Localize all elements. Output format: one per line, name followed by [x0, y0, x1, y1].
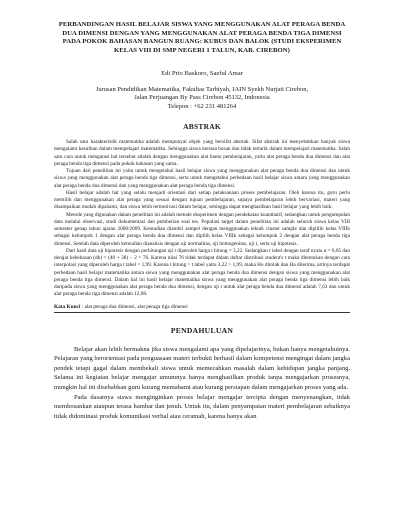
- abstract-heading: ABSTRAK: [183, 122, 221, 132]
- introduction-heading: PENDAHULUAN: [170, 325, 234, 335]
- abstract-paragraph: Metode yang digunakan dalam penelitian ini adalah metode eksperimen dengan pendekatan kuantitatif, sedangkan untuk pengumpulan data melalui observasi, studi dokumentasi dan pemberian soal tes. Populasi target dalam penelitian ini adalah seluruh siswa kelas VIII semester genap tahun ajaran 2008/2009. Kemudian diambil sampel dengan menggunakan teknik cluster sample dan diplilih kelas VIIIb sebagai kelompok 1 dengan alat peraga benda dua dimensi dan dipilih kelas VIIIk sebagai kelompok 2 dengan alat peraga benda tiga dimensi. Setelah data diperoleh kemudian dianalisis dengan uji normalitas, uji homogenitas, uji t, serta uji hipotesis.: [54, 211, 350, 247]
- affiliation-line: Jalan Perjuangan By Pass Cirebon 45132, Indonesia: [134, 94, 270, 102]
- keywords-label: Kata Kunci: [54, 303, 81, 310]
- introduction-paragraph: Pada dasarnya siswa menginginkan proses belajar mengajar tercipta dengan menyenangkan, tidak membosankan ataupun terasa hambar dan jenuh. Untuk itu, dalam penyampaian materi pembelajaran sebaiknya tidak didominasi produk komunikasi verbal atau ceramah, karena hanya akan: [54, 393, 350, 420]
- abstract-paragraph: Tujuan dari penelitian ini yaitu untuk mengetahui hasil belajar siswa yang menggunakan alat peraga benda dua dimensi dan untuk siswa yang menggunakan alat peraga benda tiga dimensi, serta untuk mengetahui perbedaan hasil belajar siswa antara yang menggunakan alat peraga benda dua dimensi dan yang menggunakan alat peraga benda tiga dimensi.: [54, 168, 350, 189]
- paper-title: PERBANDINGAN HASIL BELAJAR SISWA YANG MENGGUNAKAN ALAT PERAGA BENDA DUA DIMENSI DENGAN YANG MENGGUNAKAN ALAT PERAGA BENDA TIGA DIMENSI PADA POKOK BAHASAN BANGUN RUANG: KUBUS DAN BALOK (STUDI EKSPERIMEN KELAS VIII DI SMP NEGERI 1 TALUN, KAB. CIREBON): [58, 21, 346, 55]
- affiliation-line: Telepon : +62 231 481264: [167, 102, 237, 110]
- keywords-divider: [54, 312, 350, 313]
- abstract-paragraph: Salah satu karakteristik matematika adalah mempunyai objek yang bersifat abstrak. Sifat abstrak ini menyebabkan banyak siswa mengalami kesulitan dalam mempelajari matematika. Sehingga siswa merasa bosan dan tidak tertarik dalam mempelajari matematika. Salah satu cara untuk mengatasi hal tersebut adalah dengan menggunakan alat bantu pembelajaran, yaitu alat peraga benda dua dimensi dan alat peraga benda tiga dimensi pada pokok bahasan yang sama.: [54, 139, 350, 167]
- abstract-paragraph: Hasil belajar adalah hal yang selalu menjadi orientasi dari setiap pelaksanaan proses pembelajaran. Oleh karena itu, guru perlu memilih dan menggunakan alat peraga yang sesuai dengan tujuan pembelajaran, supaya pembelajaran lebih bervariasi, materi yang disampaikan mudah dipahami, dan siswa lebih termotivasi dalam belajar, sehingga dapat menghasilkan hasil belajar yang lebih baik.: [54, 189, 350, 211]
- abstract-body: [54, 139, 350, 299]
- author-list: Edi Prio Baskoro, Saeful Amar: [161, 69, 243, 77]
- introduction-body: [54, 345, 350, 422]
- keywords-line: [54, 304, 350, 311]
- affiliation-block: [54, 86, 350, 111]
- introduction-paragraph: Belajar akan lebih bermakna jika siswa mengalami apa yang dipelajarinya, bukan hanya mengetahuinya. Pelajaran yang berorientasi pada penguasaan materi terbukti berhasil dalam kompetensi mengingat dalam jangka pendek tetapi gagal dalam membekali siswa untuk memecahkan masalah dalam kehidupan jangka panjang. Selama ini kegiatan belajar mengajar umumnya hanya menghasilkan produk tanpa mengajarkan prosesnya, mungkin hal ini disebabkan guru kurang memahami atau kurang persiapan dalam mengajarkan proses yang ada.: [54, 345, 350, 391]
- keywords-text: : alat peraga dua dimensi, alat peraga tiga dimensi: [81, 303, 188, 310]
- affiliation-line: Jurusan Pendidikan Matematika, Fakultas Tarbiyah, IAIN Syekh Nurjati Cirebon,: [95, 85, 309, 93]
- abstract-paragraph: Dari hasil data uji hipotesis dengan perhitungan uji t diperoleh harga t hitung = 3,22. Sedangkan t tabel dengan taraf nyata α = 0,05 dan derajat kebebasan (dk) = (40 + 38) − 2 = 76. Karena nilai 76 tidak terdapat dalam daftar distribusi student's t maka ditentukan dengan cara interpolasi yang diperoleh harga t tabel = 1,99. Karena t hitung > t tabel yaitu 3,22 > 1,99, maka Ho ditolak dan Ha diterima, artinya terdapat perbedaan hasil belajar matematika antara siswa yang menggunakan alat peraga benda dua dimensi dengan siswa yang menggunakan alat peraga benda tiga dimensi. Dalam hal ini hasil belajar matematika siswa yang menggunakan alat peraga benda tiga dimensi lebih baik daripada siswa yang menggunakan alat peraga benda dua dimensi, dengan uji t untuk alat peraga benda dua dimensi adalah 7,63 dan untuk alat peraga benda tiga dimensi adalah 12,08.: [54, 247, 350, 298]
